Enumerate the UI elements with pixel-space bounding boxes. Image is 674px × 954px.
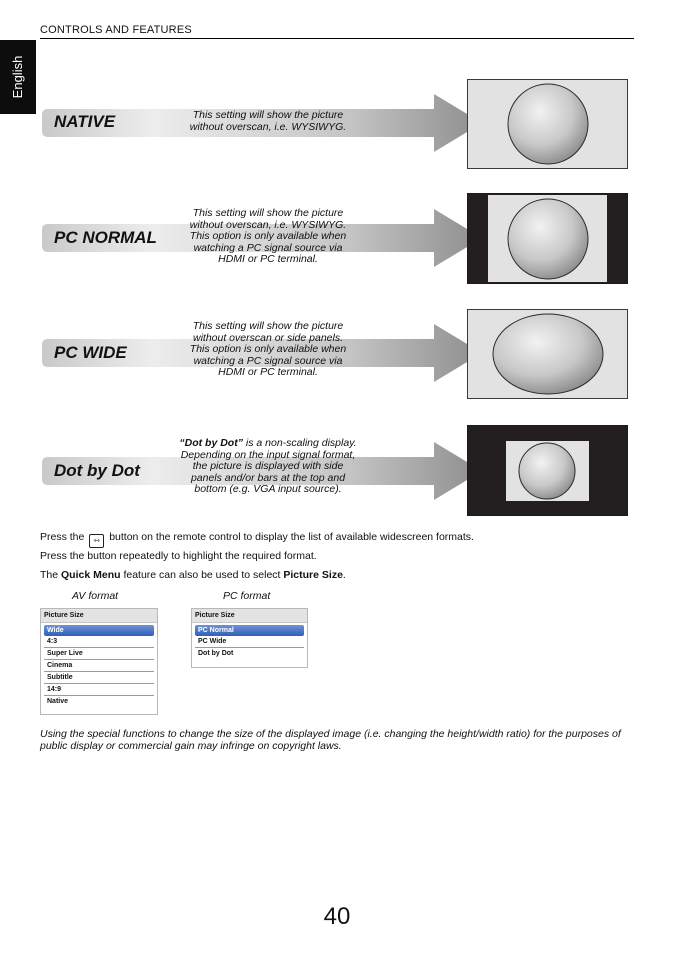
screen-pc-wide — [467, 309, 629, 401]
av-format-label: AV format — [72, 590, 119, 602]
menu-item-super-live[interactable]: Super Live — [44, 648, 154, 660]
widescreen-button-icon: ⇿ — [89, 534, 104, 548]
mode-description: “Dot by Dot” is a non-scaling display. Depending on the input signal format, the picture is displayed with side panels and/or bars at the top and bottom (e.g. VGA input source). — [179, 437, 357, 495]
menu-title: Picture Size — [41, 609, 157, 623]
menu-item-14-9[interactable]: 14:9 — [44, 684, 154, 696]
mode-description: This setting will show the picture without overscan, i.e. WYSIWYG. — [189, 109, 347, 133]
header-rule — [40, 38, 634, 39]
menu-item-dot-by-dot[interactable]: Dot by Dot — [198, 650, 234, 657]
menu-item-wide[interactable]: Wide — [44, 625, 154, 636]
menu-title: Picture Size — [192, 609, 307, 623]
header-title: CONTROLS AND FEATURES — [40, 24, 192, 36]
pc-picture-size-menu — [191, 608, 308, 668]
screen-dot-by-dot — [467, 425, 629, 517]
av-picture-size-menu — [40, 608, 158, 715]
menu-item-subtitle[interactable]: Subtitle — [44, 672, 154, 684]
mode-name: PC NORMAL — [54, 228, 157, 247]
menu-item-pc-wide[interactable]: PC Wide — [195, 636, 304, 648]
language-tab-label: English — [10, 55, 25, 99]
mode-pc-wide — [42, 309, 634, 404]
mode-name: Dot by Dot — [54, 461, 140, 480]
menu-item-4-3[interactable]: 4:3 — [44, 636, 154, 648]
mode-description: This setting will show the picture without overscan or side panels. This option is only available when watching a PC signal source via HDMI or PC terminal. — [189, 320, 347, 378]
mode-name: NATIVE — [54, 112, 116, 131]
mode-pc-normal — [42, 193, 634, 288]
arrow-graphic — [42, 79, 487, 194]
instruction-line-2: Press the button repeatedly to highlight the required format. — [40, 550, 317, 562]
mode-description: This setting will show the picture without overscan, i.e. WYSIWYG. This option is only available when watching a PC signal source via HDMI or PC terminal. — [189, 207, 347, 265]
instruction-line-3: The Quick Menu feature can also be used to select Picture Size. — [40, 569, 346, 581]
copyright-footnote: Using the special functions to change the size of the displayed image (i.e. changing the height/width ratio) for the purposes of public display or commercial gain may infringe on copyright laws. — [40, 728, 621, 752]
screen-native — [467, 79, 629, 170]
menu-item-native[interactable]: Native — [47, 698, 69, 705]
instruction-line-1: Press the ⇿ button on the remote control to display the list of available widescreen formats. — [40, 531, 474, 548]
mode-native — [42, 79, 634, 194]
menu-item-cinema[interactable]: Cinema — [44, 660, 154, 672]
language-tab — [0, 40, 36, 114]
mode-name: PC WIDE — [54, 343, 127, 362]
page-number: 40 — [323, 903, 351, 930]
pc-format-label: PC format — [223, 590, 271, 602]
mode-dot-by-dot — [42, 425, 634, 520]
screen-pc-normal — [467, 193, 629, 285]
menu-item-pc-normal[interactable]: PC Normal — [195, 625, 304, 636]
